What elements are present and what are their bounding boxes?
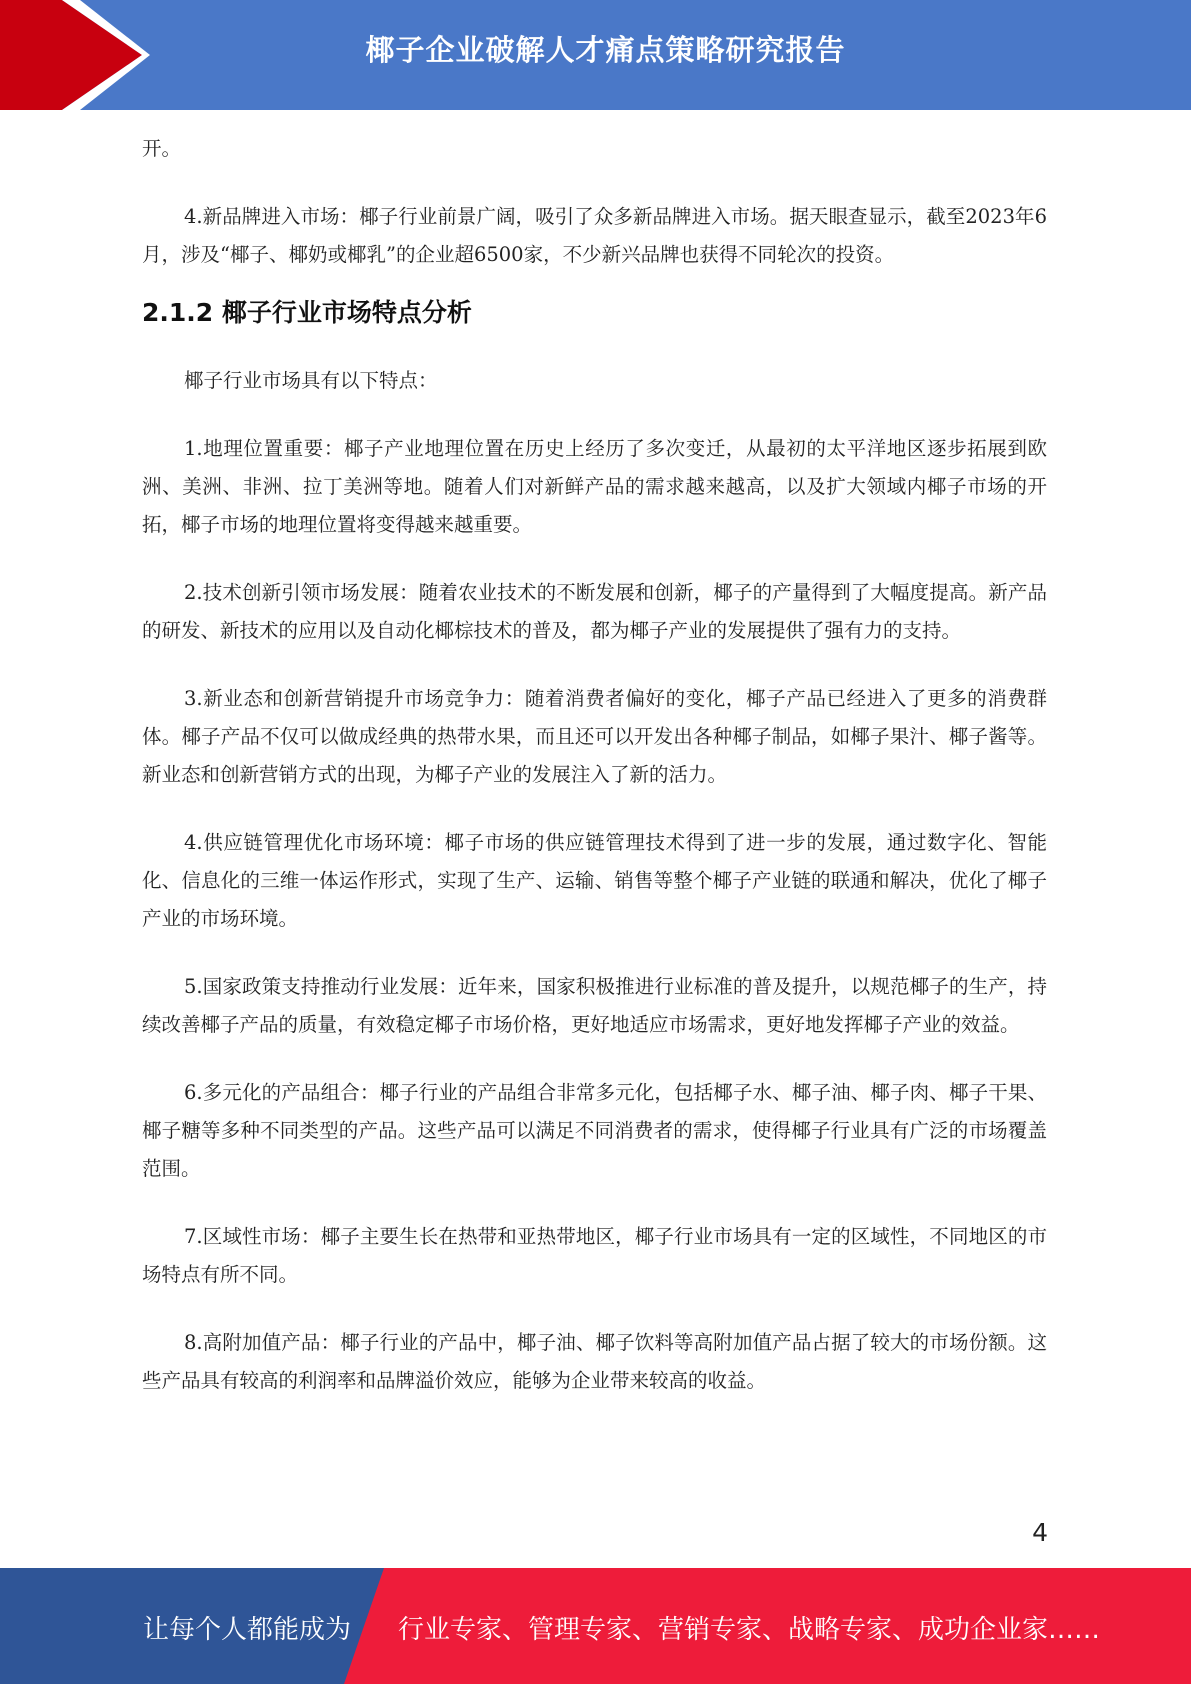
section-heading: 2.1.2 椰子行业市场特点分析 <box>142 298 472 327</box>
report-title: 椰子企业破解人才痛点策略研究报告 <box>365 33 846 67</box>
footer-slogan-left: 让每个人都能成为 <box>143 1615 352 1645</box>
paragraph-point-2: 2.技术创新引领市场发展：随着农业技术的不断发展和创新，椰子的产量得到了大幅度提高。新产品的研发、新技术的应用以及自动化椰棕技术的普及，都为椰子产业的发展提供了强有力的支持。 <box>142 581 1047 642</box>
footer-slogan-right: 行业专家、管理专家、营销专家、战略专家、成功企业家…… <box>398 1615 1101 1645</box>
paragraph-point-6: 6.多元化的产品组合：椰子行业的产品组合非常多元化，包括椰子水、椰子油、椰子肉、椰子干果、椰子糖等多种不同类型的产品。这些产品可以满足不同消费者的需求，使得椰子行业具有广泛的市场覆盖范围。 <box>142 1081 1047 1180</box>
paragraph-point-8: 8.高附加值产品：椰子行业的产品中，椰子油、椰子饮料等高附加值产品占据了较大的市场份额。这些产品具有较高的利润率和品牌溢价效应，能够为企业带来较高的收益。 <box>142 1331 1047 1392</box>
document-body <box>142 130 1047 1400</box>
page-header <box>0 0 1191 110</box>
page-number: 4 <box>1032 1518 1048 1547</box>
paragraph-point-5: 5.国家政策支持推动行业发展：近年来，国家积极推进行业标准的普及提升，以规范椰子的生产，持续改善椰子产品的质量，有效稳定椰子市场价格，更好地适应市场需求，更好地发挥椰子产业的效益。 <box>142 975 1047 1036</box>
paragraph-point-3: 3.新业态和创新营销提升市场竞争力：随着消费者偏好的变化，椰子产品已经进入了更多的消费群体。椰子产品不仅可以做成经典的热带水果，而且还可以开发出各种椰子制品，如椰子果汁、椰子酱等。新业态和创新营销方式的出现，为椰子产业的发展注入了新的活力。 <box>142 687 1047 786</box>
paragraph-continuation: 开。 <box>142 137 182 160</box>
paragraph-point-1: 1.地理位置重要：椰子产业地理位置在历史上经历了多次变迁，从最初的太平洋地区逐步拓展到欧洲、美洲、非洲、拉丁美洲等地。随着人们对新鲜产品的需求越来越高，以及扩大领域内椰子市场的开拓，椰子市场的地理位置将变得越来越重要。 <box>142 437 1047 536</box>
page-footer <box>0 1568 1191 1684</box>
paragraph-new-brand: 4.新品牌进入市场：椰子行业前景广阔，吸引了众多新品牌进入市场。据天眼查显示，截至2023年6月，涉及“椰子、椰奶或椰乳”的企业超6500家，不少新兴品牌也获得不同轮次的投资。 <box>142 205 1047 266</box>
paragraph-intro: 椰子行业市场具有以下特点： <box>184 369 438 392</box>
paragraph-point-7: 7.区域性市场：椰子主要生长在热带和亚热带地区，椰子行业市场具有一定的区域性，不同地区的市场特点有所不同。 <box>142 1225 1047 1286</box>
paragraph-point-4: 4.供应链管理优化市场环境：椰子市场的供应链管理技术得到了进一步的发展，通过数字化、智能化、信息化的三维一体运作形式，实现了生产、运输、销售等整个椰子产业链的联通和解决，优化了椰子产业的市场环境。 <box>142 831 1047 930</box>
